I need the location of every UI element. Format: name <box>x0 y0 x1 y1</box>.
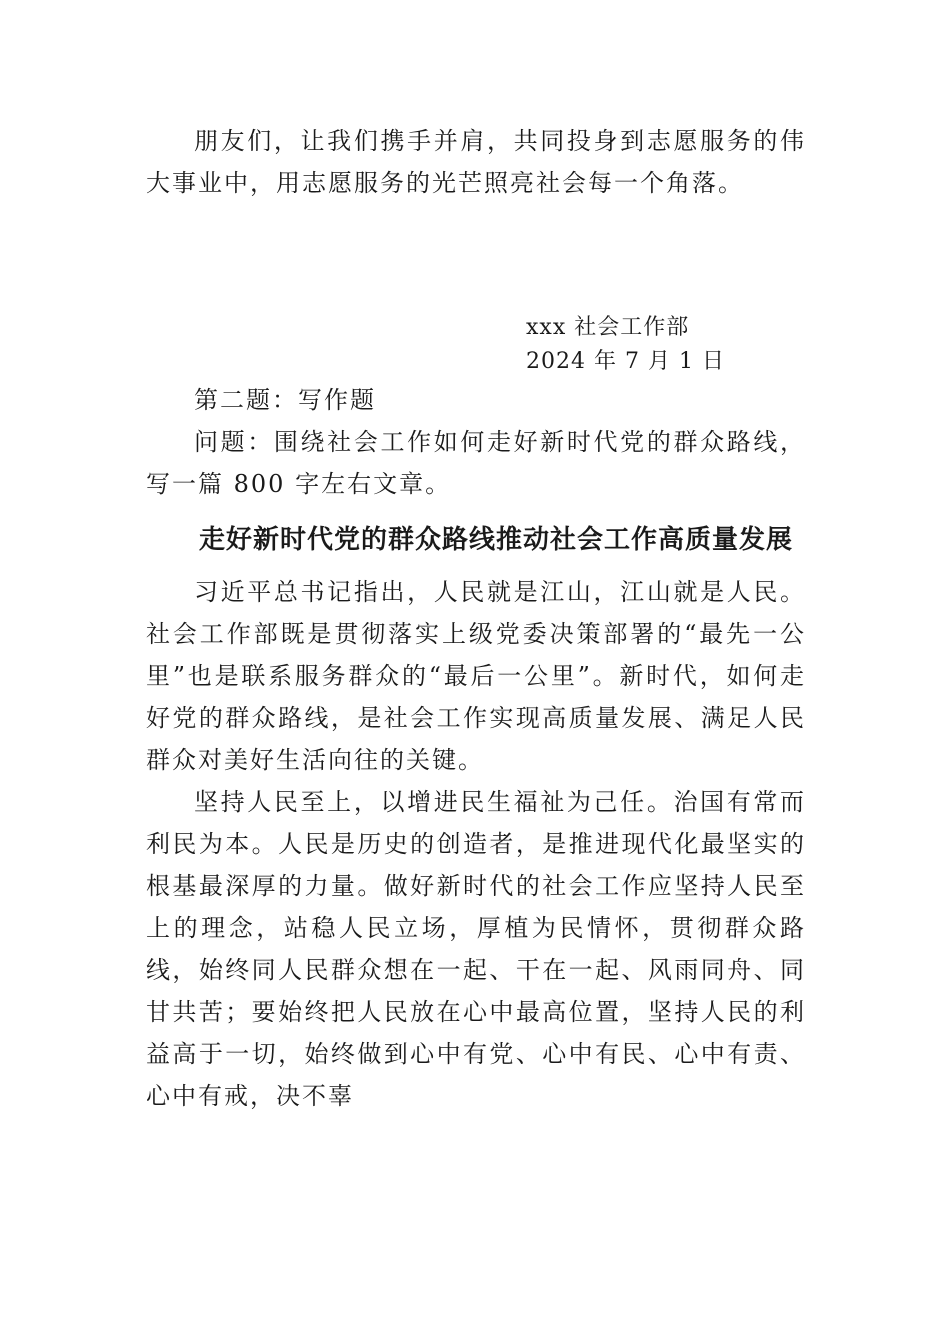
essay-paragraph: 坚持人民至上，以增进民生福祉为己任。治国有常而利民为本。人民是历史的创造者，是推进现代化最坚实的根基最深厚的力量。做好新时代的社会工作应坚持人民至上的理念，站稳人民立场，厚植为民情怀，贯彻群众路线，始终同人民群众想在一起、干在一起、风雨同舟、同甘共苦；要始终把人民放在心中最高位置，坚持人民的利益高于一切，始终做到心中有党、心中有民、心中有责、心中有戒，决不辜 <box>146 788 806 1110</box>
signature-date: 2024 年 7 月 1 日 <box>526 349 725 374</box>
signature-org: xxx 社会工作部 <box>526 315 690 340</box>
spacer <box>146 204 806 311</box>
closing-paragraph: 朋友们，让我们携手并肩，共同投身到志愿服务的伟大事业中，用志愿服务的光芒照亮社会每一个角落。 <box>146 127 806 197</box>
question-paragraph: 问题：围绕社会工作如何走好新时代党的群众路线，写一篇 800 字左右文章。 <box>146 428 806 498</box>
section-heading: 第二题：写作题 <box>194 386 376 414</box>
document-page <box>146 120 806 1117</box>
essay-paragraph: 习近平总书记指出，人民就是江山，江山就是人民。社会工作部既是贯彻落实上级党委决策部署的“最先一公里”也是联系服务群众的“最后一公里”。新时代，如何走好党的群众路线，是社会工作实现高质量发展、满足人民群众对美好生活向往的关键。 <box>146 578 806 774</box>
essay-title: 走好新时代党的群众路线推动社会工作高质量发展 <box>198 525 793 555</box>
